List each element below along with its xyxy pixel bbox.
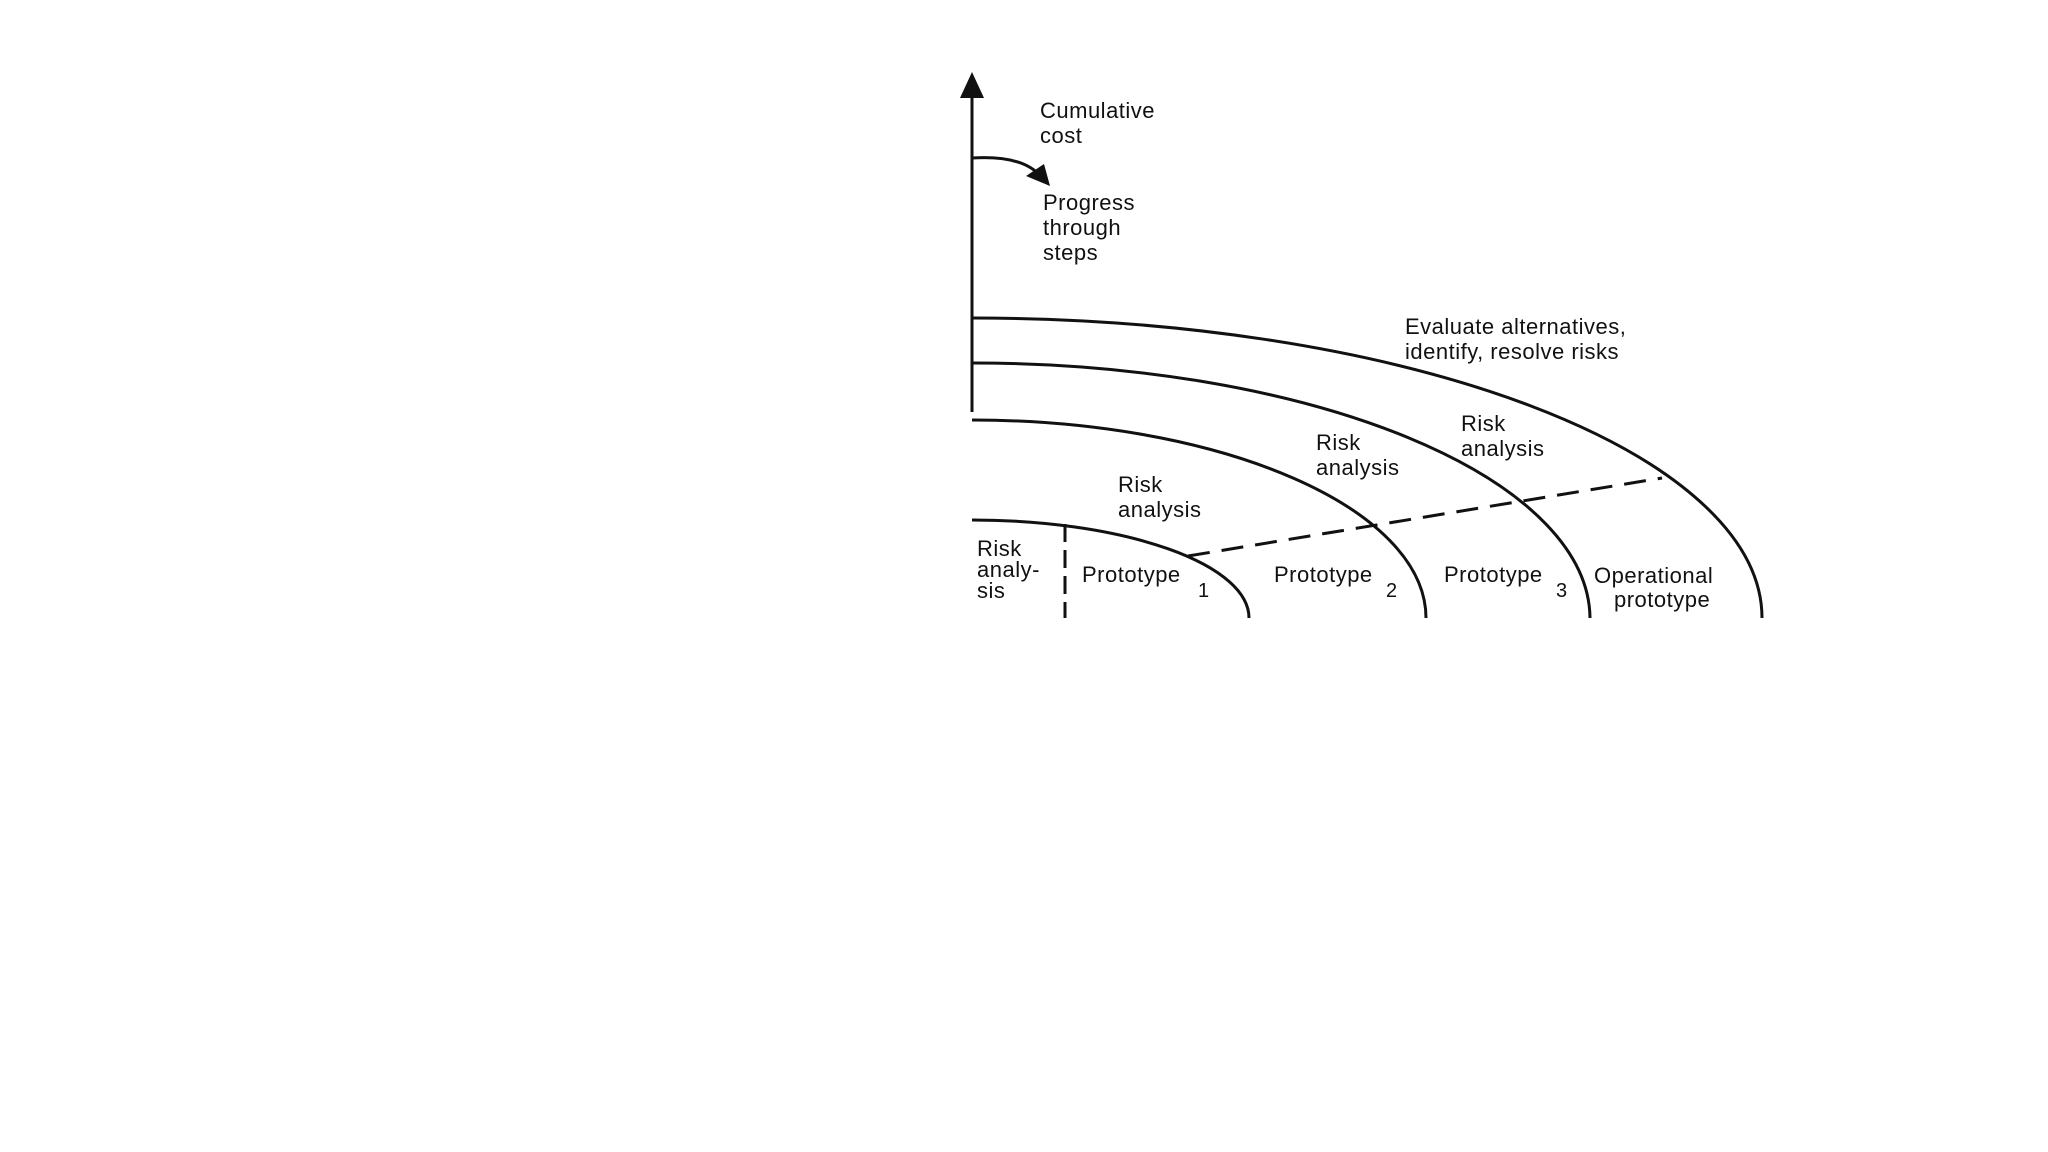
- risk-inner-line-2: analy-: [977, 557, 1040, 582]
- progress-line-1: Progress: [1043, 190, 1136, 215]
- risk-analysis-outer-label: [1461, 411, 1544, 461]
- evaluate-alternatives-label: [1405, 314, 1626, 364]
- risk-third-line-2: analysis: [1316, 455, 1400, 480]
- prototype-1-index: 1: [1198, 580, 1210, 602]
- risk-analysis-boundary-dashed: [1188, 478, 1662, 556]
- risk-analysis-second-label: [1118, 472, 1201, 522]
- progress-label: [1043, 190, 1135, 265]
- cumulative-cost-arrowhead: [960, 72, 984, 98]
- prototype-3-index: 3: [1556, 580, 1568, 602]
- progress-line-2: through: [1043, 215, 1122, 240]
- prototype-1-label: [1082, 562, 1181, 587]
- cumulative-cost-line-2: cost: [1040, 123, 1083, 148]
- risk-inner-line-3: sis: [977, 578, 1006, 603]
- risk-analysis-third-label: [1316, 430, 1399, 480]
- risk-third-line-1: Risk: [1316, 430, 1361, 455]
- operational-prototype-label: [1594, 564, 1713, 612]
- cumulative-cost-line-1: Cumulative: [1040, 98, 1156, 123]
- prototype-2-index: 2: [1386, 580, 1398, 602]
- cumulative-cost-label: [1040, 98, 1155, 148]
- operational-line-1: Operational: [1594, 563, 1714, 588]
- prototype-3-label: [1444, 562, 1543, 587]
- evaluate-line-2: identify, resolve risks: [1405, 339, 1620, 364]
- risk-outer-line-2: analysis: [1461, 436, 1545, 461]
- risk-outer-line-1: Risk: [1461, 411, 1506, 436]
- progress-line-3: steps: [1043, 240, 1099, 265]
- operational-line-2: prototype: [1614, 587, 1711, 612]
- risk-second-line-1: Risk: [1118, 472, 1163, 497]
- risk-inner-line-1: Risk: [977, 536, 1022, 561]
- risk-analysis-inner-label: [977, 538, 1040, 601]
- evaluate-line-1: Evaluate alternatives,: [1405, 314, 1627, 339]
- risk-second-line-2: analysis: [1118, 497, 1202, 522]
- prototype-2-label: [1274, 562, 1373, 587]
- prototype-2-text: Prototype: [1274, 562, 1373, 587]
- prototype-1-text: Prototype: [1082, 562, 1181, 587]
- prototype-3-text: Prototype: [1444, 562, 1543, 587]
